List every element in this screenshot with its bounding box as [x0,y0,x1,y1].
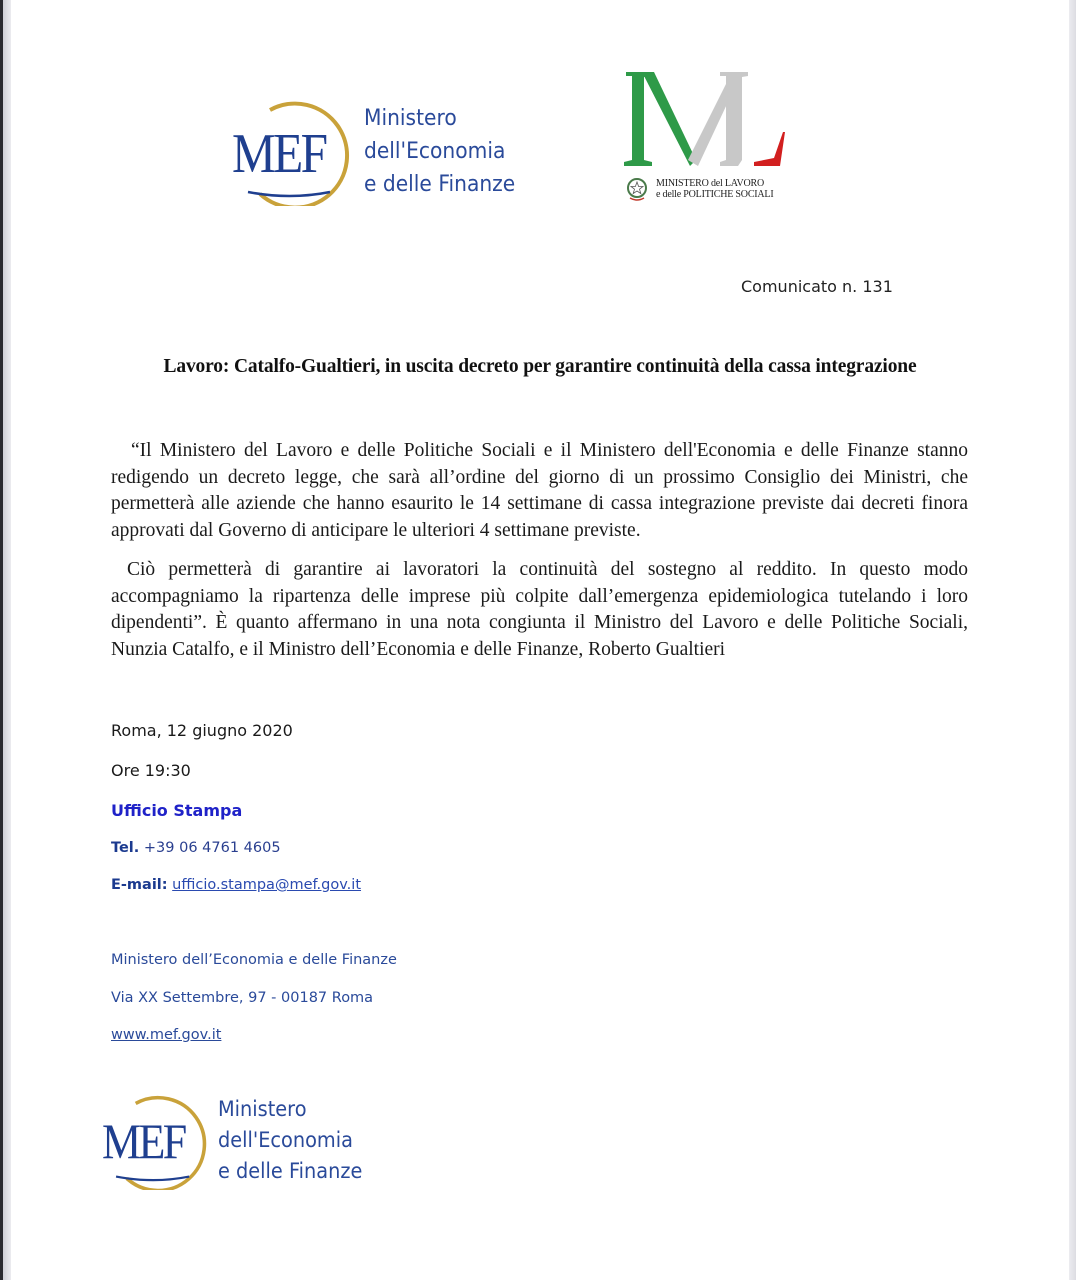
ml-line-2: e delle POLITICHE SOCIALI [656,189,774,200]
mef-logo-header [230,96,528,206]
phone-value: +39 06 4761 4605 [143,840,281,856]
email-label: E-mail: [111,877,168,893]
mef-line-2: dell'Economia [364,138,506,164]
mef-logo-footer [100,1090,375,1190]
mef-acronym: MEF [102,1113,185,1169]
ml-line-1: MINISTERO del LAVORO [656,178,765,189]
mef-acronym: MEF [232,123,326,185]
address-street: Via XX Settembre, 97 - 00187 Roma [111,990,374,1006]
mef-line-3: e delle Finanze [364,171,516,197]
address-ministry-name: Ministero dell’Economia e delle Finanze [111,952,397,968]
ml-logo-header [620,68,790,208]
italian-republic-emblem-icon [626,176,648,202]
release-date: Roma, 12 giugno 2020 [111,721,293,740]
press-office-email [111,877,361,893]
body-paragraph-2: Ciò permetterà di garantire ai lavoratori la continuità del sostegno al reddito. In questo modo accompagniamo la ripartenza delle imprese più colpite dall’emergenza epidemiologica tutelando i loro dipendenti”. È quanto affermano in una nota congiunta il Ministro del Lavoro e delle Politiche Sociali, Nunzia Catalfo, e il Ministro dell’Economia e delle Finanze, Roberto Gualtieri [111,559,968,660]
phone-label: Tel. [111,840,140,856]
viewer-left-gutter [3,0,11,1280]
mef-line-1: Ministero [364,105,457,131]
viewer-right-gutter [1068,0,1076,1280]
mef-line-2: dell'Economia [218,1127,353,1152]
mef-emblem [100,1090,208,1190]
website-link[interactable]: www.mef.gov.it [111,1027,222,1043]
mef-line-3: e delle Finanze [218,1158,363,1183]
website [111,1027,221,1043]
document-title: Lavoro: Catalfo-Gualtieri, in uscita decreto per garantire continuità della cassa integrazione [163,356,917,377]
ml-ministry-name [656,178,773,200]
mef-emblem [230,96,350,206]
email-link[interactable]: ufficio.stampa@mef.gov.it [172,877,362,893]
release-time: Ore 19:30 [111,761,191,780]
press-office-phone [111,840,281,856]
communique-number: Comunicato n. 131 [741,277,893,296]
mef-ministry-name [218,1094,362,1187]
body-paragraph-1: “Il Ministero del Lavoro e delle Politiche Sociali e il Ministero dell'Economia e delle Finanze stanno redigendo un decreto legge, che sarà all’ordine del giorno di un prossimo Consiglio dei Ministri, che permetterà alle aziende che hanno esaurito le 14 settimane di cassa integrazione previste dai decreti finora approvati dal Governo di anticipare le ulteriori 4 settimane previste. [111,440,968,541]
mef-ministry-name [364,102,515,201]
ml-letters-icon [620,68,790,173]
press-office-label: Ufficio Stampa [111,801,243,820]
mef-line-1: Ministero [218,1096,307,1121]
